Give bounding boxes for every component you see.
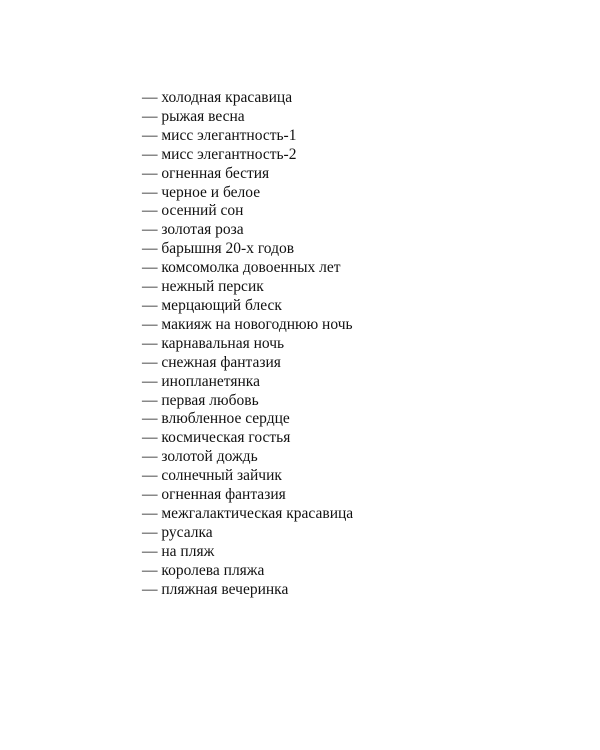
list-item: — нежный персик — [142, 278, 264, 296]
list-item: — инопланетянка — [142, 372, 260, 390]
list-item: — макияж на новогоднюю ночь — [142, 315, 353, 333]
list-item: — королева пляжа — [142, 561, 265, 579]
list-item: — на пляж — [142, 542, 215, 560]
list-item: — черное и белое — [142, 183, 261, 201]
list-item: — комсомолка довоенных лет — [142, 259, 341, 277]
list-item: — барышня 20-х годов — [142, 240, 295, 258]
list-item: — золотая роза — [142, 221, 244, 239]
list-item: — пляжная вечеринка — [142, 580, 289, 598]
list-item: — рыжая весна — [142, 107, 245, 125]
list-item: — мисс элегантность-1 — [142, 126, 297, 144]
list-item: — космическая гостья — [142, 429, 291, 447]
list-item: — холодная красавица — [142, 89, 293, 106]
list-item: — солнечный зайчик — [142, 467, 282, 485]
item-list — [142, 89, 353, 599]
list-item: — мисс элегантность-2 — [142, 145, 297, 163]
list-item: — карнавальная ночь — [142, 334, 285, 352]
list-item: — русалка — [142, 523, 213, 541]
list-item: — первая любовь — [142, 391, 259, 409]
list-item: — огненная бестия — [142, 164, 270, 182]
list-item: — огненная фантазия — [142, 486, 286, 504]
list-item: — снежная фантазия — [142, 353, 281, 371]
list-item: — мерцающий блеск — [142, 296, 282, 314]
list-item: — осенний сон — [142, 202, 244, 220]
list-item: — влюбленное сердце — [142, 410, 290, 428]
list-item: — межгалактическая красавица — [142, 504, 354, 522]
list-item: — золотой дождь — [142, 448, 258, 466]
